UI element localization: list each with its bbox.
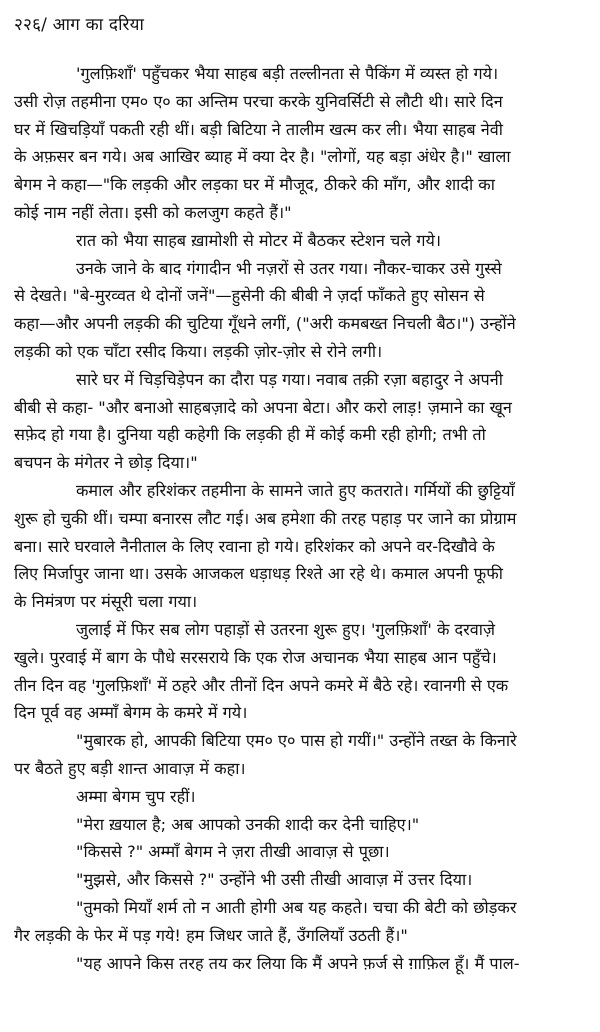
text-line: रात को भैया साहब ख़ामोशी से मोटर में बैठकर स्टेशन चले गये। (76, 230, 442, 250)
paragraph (14, 894, 592, 950)
paragraph (14, 227, 592, 255)
text-line: "मुझसे, और किससे ?" उन्होंने भी उसी तीखी आवाज़ में उत्तर दिया। (76, 870, 473, 890)
text-line: सारे घर में चिड़चिड़ेपन का दौरा पड़ गया। नवाब तक़ी रज़ा बहादुर ने अपनी (76, 369, 503, 389)
text-line: कोई नाम नहीं लेता। इसी को कलजुग कहते हैं।" (14, 202, 292, 222)
paragraph (14, 60, 592, 227)
text-line: बीबी से कहा- "और बनाओ साहबज़ादे को अपना बेटा। और करो लाड़! ज़माने का खून (14, 397, 512, 417)
text-line: उनके जाने के बाद गंगादीन भी नज़रों से उतर गया। नौकर-चाकर उसे गुस्से (76, 258, 502, 278)
paragraph (14, 950, 592, 978)
text-line: के अफ़सर बन गये। अब आखिर ब्याह में क्या देर है। "लोगों, यह बड़ा अंधेर है।" खाला (14, 147, 511, 167)
text-line: कमाल और हरिशंकर तहमीना के सामने जाते हुए कतराते। गर्मियों की छुट्टियाँ (76, 480, 515, 500)
text-line: से देखते। "बे-मुरव्वत थे दोनों जनें"—हुसेनी की बीबी ने ज़र्दा फाँकते हुए सोसन से (14, 286, 485, 306)
text-line: जुलाई में फिर सब लोग पहाड़ों से उतरना शुरू हुए। 'गुलफ़िशाँ' के दरवाज़े (76, 619, 495, 639)
text-line: बचपन के मंगेतर ने छोड़ दिया।" (14, 453, 198, 473)
running-head: २२६/ आग का दरिया (14, 15, 145, 35)
text-line: "तुमको मियाँ शर्म तो न आती होगी अब यह कहते। चचा की बेटी को छोड़कर (76, 897, 517, 917)
text-line: "किससे ?" अम्माँ बेगम ने ज़रा तीखी आवाज़ से पूछा। (76, 842, 390, 862)
paragraph (14, 727, 592, 783)
paragraph (14, 255, 592, 366)
body-text (14, 60, 592, 977)
text-line: सफ़ेद हो गया है। दुनिया यही कहेगी कि लड़की ही में कोई कमी रही होगी; तभी तो (14, 425, 486, 445)
text-line: बेगम ने कहा—"कि लड़की और लड़का घर में मौजूद, ठीकरे की माँग, और शादी का (14, 175, 495, 195)
text-line: पर बैठते हुए बड़ी शान्त आवाज़ में कहा। (14, 758, 246, 778)
text-line: बना। सारे घरवाले नैनीताल के लिए रवाना हो गये। हरिशंकर को अपने वर-दिखौवे के (14, 536, 495, 556)
paragraph (14, 477, 592, 616)
paragraph (14, 366, 592, 477)
text-line: दिन पूर्व वह अम्माँ बेगम के कमरे में गये। (14, 703, 248, 723)
text-line: "मुबारक हो, आपकी बिटिया एम० ए० पास हो गयीं।" उन्होंने तख्त के किनारे (76, 731, 517, 751)
text-line: घर में खिचड़ियाँ पकती रही थीं। बड़ी बिटिया ने तालीम खत्म कर ली। भैया साहब नेवी (14, 119, 503, 139)
paragraph (14, 783, 592, 811)
paragraph (14, 838, 592, 866)
text-line: के निमंत्रण पर मंसूरी चला गया। (14, 592, 198, 612)
text-line: उसी रोज़ तहमीना एम० ए० का अन्तिम परचा करके युनिवर्सिटी से लौटी थी। सारे दिन (14, 91, 503, 111)
text-line: गैर लड़की के फेर में पड़ गये! हम जिधर जाते हैं, उँगलियाँ उठती हैं।" (14, 925, 408, 945)
text-line: लड़की को एक चाँटा रसीद किया। लड़की ज़ोर-ज़ोर से रोने लगी। (14, 341, 383, 361)
text-line: खुले। पुरवाई में बाग के पौधे सरसराये कि एक रोज अचानक भैया साहब आन पहुँचे। (14, 647, 497, 667)
text-line: तीन दिन वह 'गुलफ़िशाँ' में ठहरे और तीनों दिन अपने कमरे में बैठे रहे। रवानगी से एक (14, 675, 509, 695)
paragraph (14, 811, 592, 839)
text-line: कहा—और अपनी लड़की की चुटिया गूँधने लगीं, ("अरी कमबख्त निचली बैठ।") उन्होंने (14, 314, 516, 334)
paragraph (14, 866, 592, 894)
text-line: अम्मा बेगम चुप रहीं। (76, 786, 196, 806)
text-line: लिए मिर्जापुर जाना था। उसके आजकल धड़ाधड़ रिश्ते आ रहे थे। कमाल अपनी फूफी (14, 564, 503, 584)
text-line: "यह आपने किस तरह तय कर लिया कि मैं अपने फ़र्ज से ग़ाफ़िल हूँ। मैं पाल- (76, 953, 520, 973)
text-line: "मेरा ख़याल है; अब आपको उनकी शादी कर देनी चाहिए।" (76, 814, 420, 834)
text-line: शुरू हो चुकी थीं। चम्पा बनारस लौट गई। अब हमेशा की तरह पहाड़ पर जाने का प्रोग्राम (14, 508, 517, 528)
text-line: 'गुलफ़िशाँ' पहुँचकर भैया साहब बड़ी तल्लीनता से पैकिंग में व्यस्त हो गये। (76, 64, 499, 83)
paragraph (14, 616, 592, 727)
